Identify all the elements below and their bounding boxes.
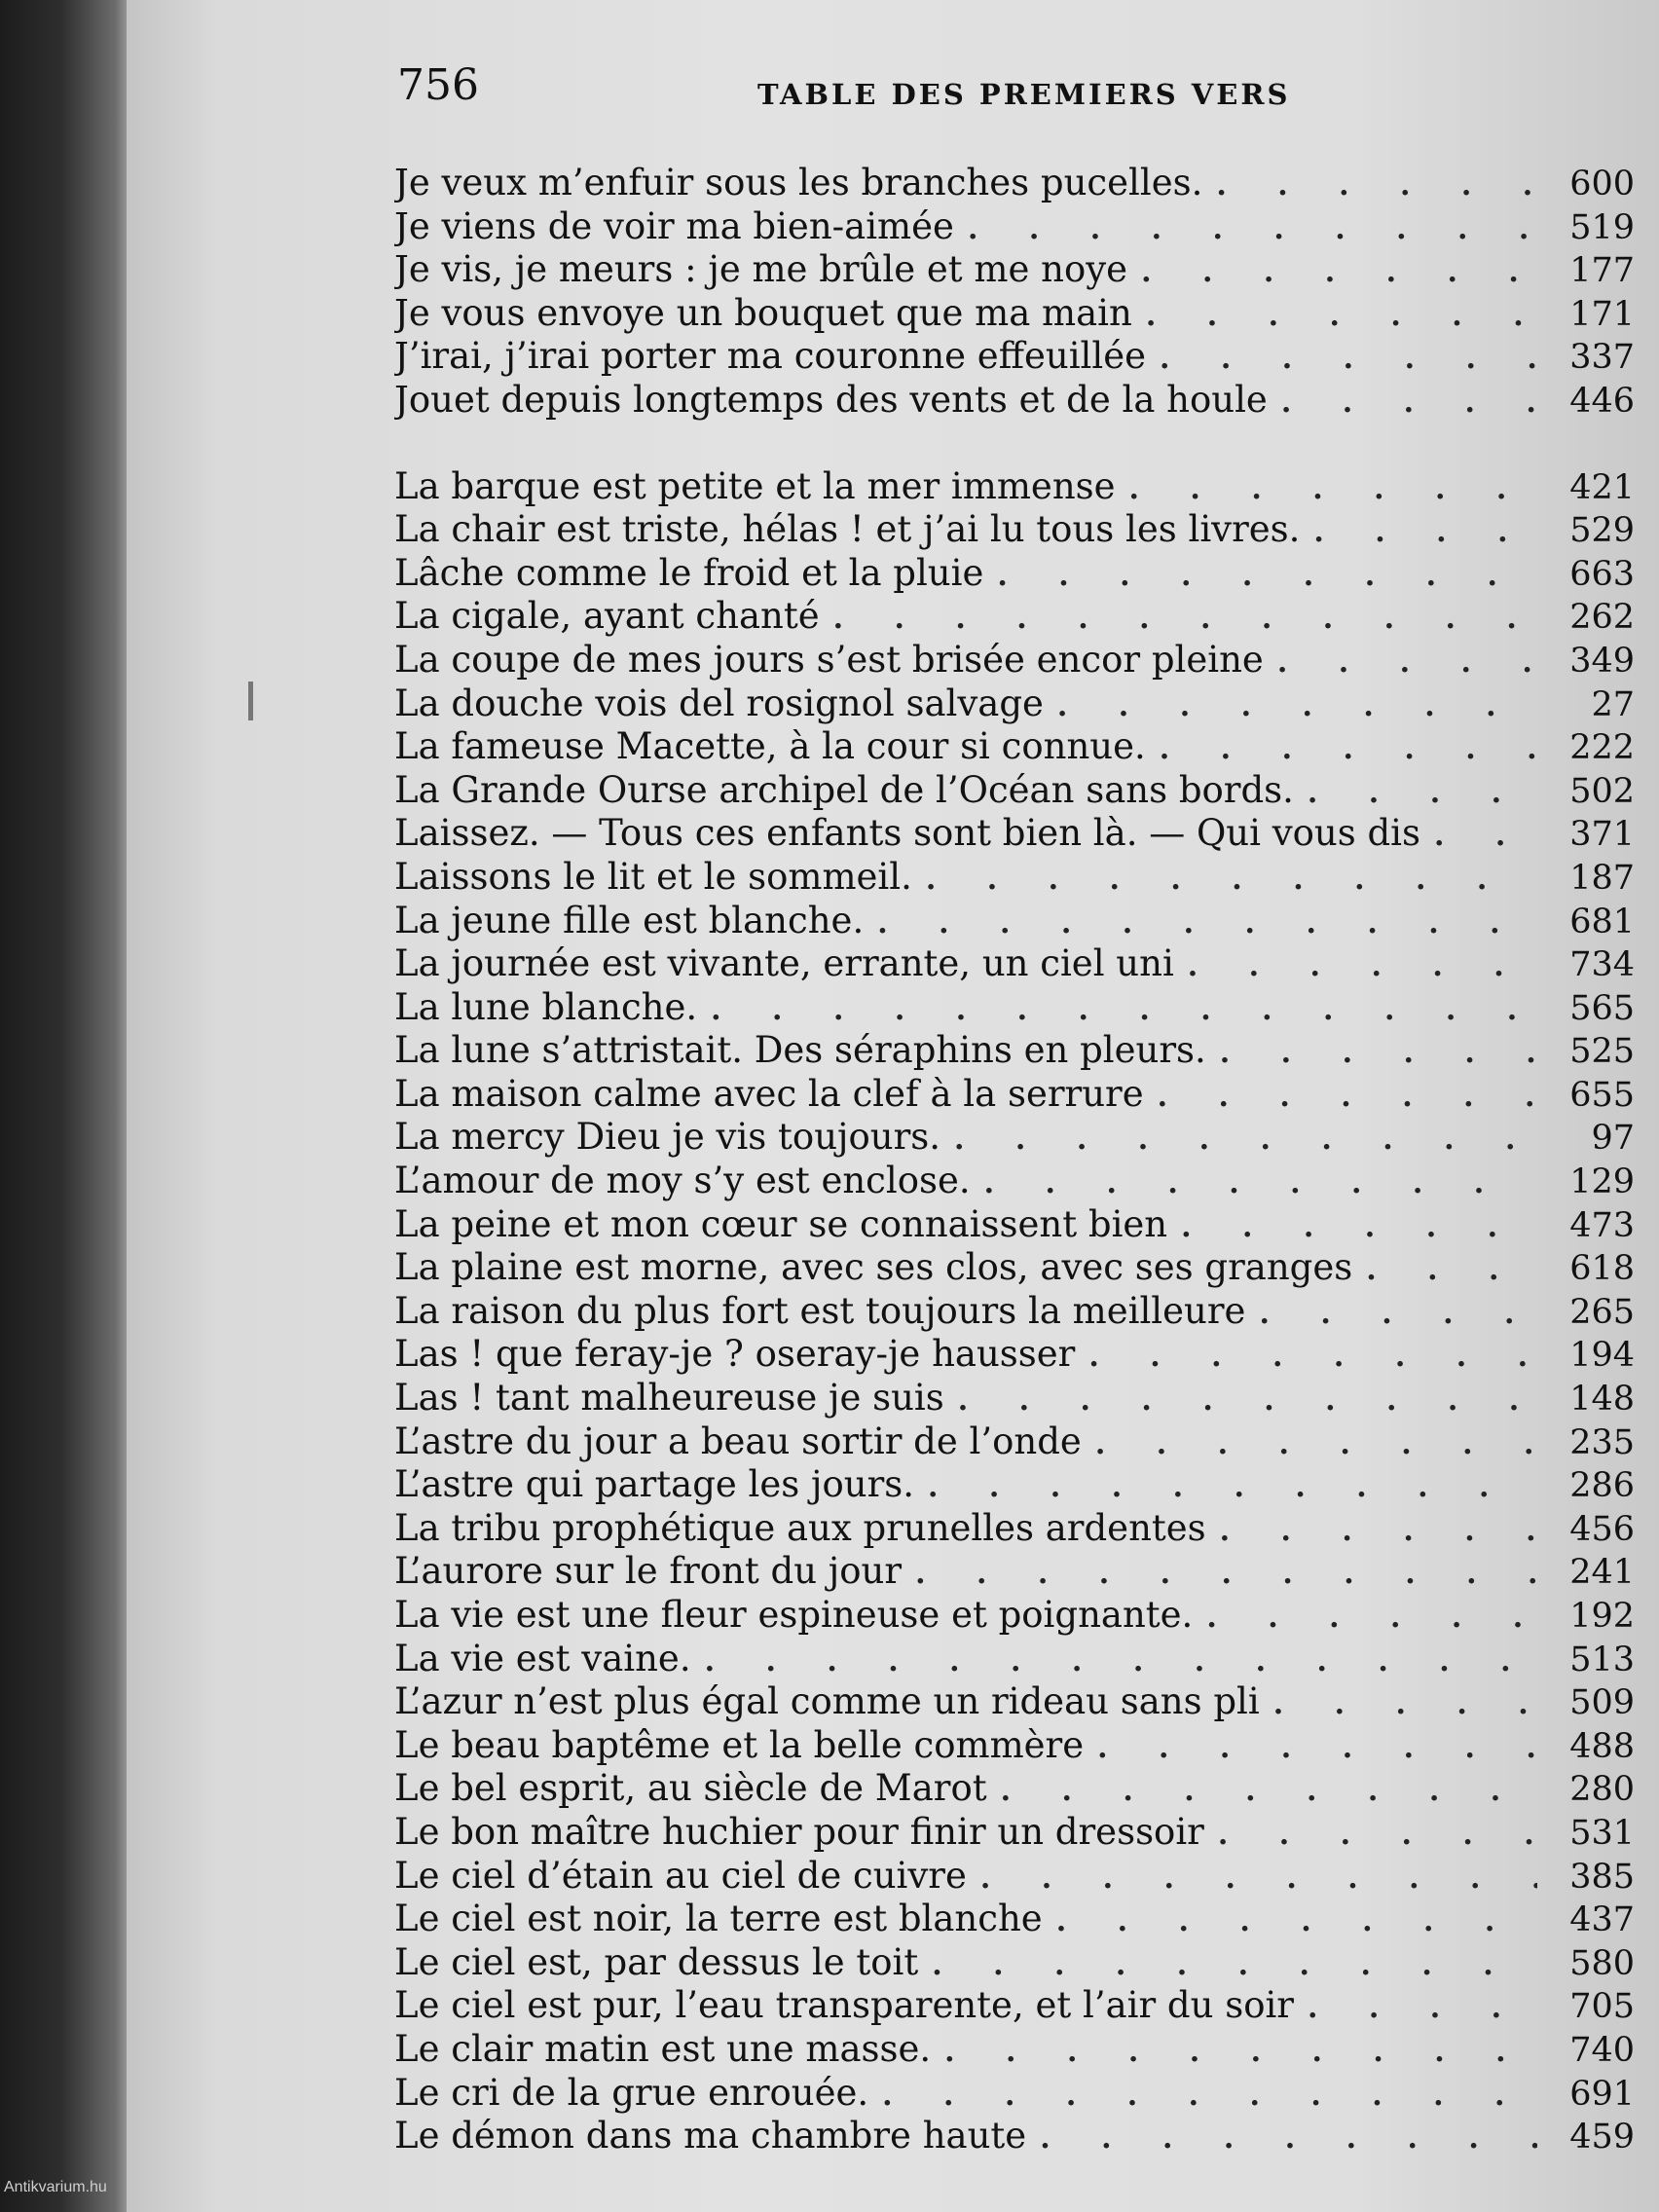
dot-leader — [1366, 1253, 1537, 1287]
index-entry — [394, 1377, 1641, 1420]
entry-first-line: Le démon dans ma chambre haute — [394, 2115, 1027, 2157]
dot-leader — [944, 2035, 1537, 2069]
block-separator — [394, 423, 1641, 465]
index-entry — [394, 2028, 1641, 2072]
index-entry — [394, 639, 1641, 682]
entry-page-number: 740 — [1569, 2030, 1635, 2070]
entry-first-line: La journée est vivante, errante, un ciel uni — [394, 942, 1174, 985]
entry-page-number: 565 — [1569, 988, 1635, 1028]
index-entry — [394, 2115, 1641, 2158]
dot-leader — [1434, 819, 1537, 853]
index-entry — [394, 1333, 1641, 1377]
entry-page-number: 385 — [1569, 1857, 1635, 1897]
entry-page-number: 262 — [1569, 598, 1635, 638]
dot-leader — [1188, 949, 1537, 983]
dot-leader — [877, 906, 1537, 940]
entry-first-line: La tribu prophétique aux prunelles ardentes — [394, 1506, 1206, 1549]
entry-first-line: Je vous envoye un bouquet que ma main — [394, 291, 1132, 334]
entry-first-line: Laissons le lit et le sommeil. — [394, 855, 912, 898]
entry-page-number: 502 — [1569, 771, 1635, 811]
dot-leader — [984, 1166, 1537, 1200]
entry-page-number: 286 — [1569, 1466, 1635, 1506]
dot-leader — [928, 1470, 1537, 1504]
index-entry — [394, 552, 1641, 596]
entry-first-line: La douche vois del rosignol salvage — [394, 682, 1044, 724]
index-entry — [394, 942, 1641, 986]
index-entry — [394, 1594, 1641, 1638]
index-entry — [394, 292, 1641, 336]
entry-first-line: Le bel esprit, au siècle de Marot — [394, 1767, 987, 1810]
dot-leader — [1181, 1210, 1537, 1244]
entry-page-number: 192 — [1569, 1597, 1635, 1636]
index-entry — [394, 1638, 1641, 1681]
page-header — [397, 60, 1371, 129]
page-number: 756 — [397, 60, 479, 110]
entry-page-number: 531 — [1569, 1813, 1635, 1853]
dot-leader — [1273, 1687, 1537, 1721]
entry-first-line: J’irai, j’irai porter ma couronne effeuillée — [394, 335, 1147, 378]
entry-page-number: 519 — [1569, 207, 1635, 247]
entry-first-line: La cigale, ayant chanté — [394, 595, 820, 638]
entry-first-line: Le cri de la grue enrouée. — [394, 2071, 869, 2114]
entry-page-number: 705 — [1569, 1987, 1635, 2027]
dot-leader — [1129, 472, 1537, 506]
dot-leader — [1206, 1601, 1537, 1635]
book-spine-shadow — [0, 0, 136, 2212]
dot-leader — [1057, 689, 1537, 723]
dot-leader — [954, 1123, 1537, 1157]
index-entry — [394, 595, 1641, 639]
index-entry — [394, 205, 1641, 249]
entry-first-line: La jeune fille est blanche. — [394, 899, 865, 941]
entry-first-line: Le ciel d’étain au ciel de cuivre — [394, 1854, 967, 1897]
entry-first-line: L’azur n’est plus égal comme un rideau sans pli — [394, 1680, 1260, 1723]
entry-first-line: L’astre qui partage les jours. — [394, 1463, 915, 1506]
entry-page-number: 618 — [1569, 1249, 1635, 1289]
entry-page-number: 222 — [1569, 728, 1635, 768]
dot-leader — [1056, 1904, 1537, 1938]
index-entry — [394, 1073, 1641, 1117]
index-entry — [394, 248, 1641, 292]
entry-page-number: 600 — [1569, 165, 1635, 203]
entry-first-line: Je viens de voir ma bien-aimée — [394, 204, 954, 247]
dot-leader — [1088, 1340, 1537, 1374]
entry-page-number: 349 — [1569, 641, 1635, 681]
dot-leader — [1097, 1731, 1537, 1765]
gutter-mark — [248, 682, 253, 720]
entry-page-number: 459 — [1569, 2118, 1635, 2157]
entry-first-line: La maison calme avec la clef à la serrure — [394, 1072, 1144, 1115]
entry-page-number: 681 — [1569, 902, 1635, 941]
dot-leader — [833, 602, 1537, 636]
entry-page-number: 371 — [1569, 815, 1635, 855]
entry-page-number: 280 — [1569, 1770, 1635, 1810]
index-entry — [394, 1724, 1641, 1768]
entry-first-line: Le beau baptême et la belle commère — [394, 1723, 1085, 1766]
index-entry — [394, 1507, 1641, 1551]
entry-first-line: Je vis, je meurs : je me brûle et me noye — [394, 248, 1128, 291]
index-entry — [394, 1463, 1641, 1507]
entry-first-line: La fameuse Macette, à la cour si connue. — [394, 725, 1146, 768]
index-entry — [394, 856, 1641, 900]
index-entry — [394, 1290, 1641, 1334]
index-block-l — [394, 465, 1641, 2158]
entry-page-number: 437 — [1569, 1900, 1635, 1940]
index-entry — [394, 900, 1641, 943]
index-entry — [394, 986, 1641, 1030]
entry-first-line: L’astre du jour a beau sortir de l’onde — [394, 1419, 1082, 1462]
index-entry — [394, 379, 1641, 423]
entry-first-line: L’amour de moy s’y est enclose. — [394, 1160, 971, 1202]
entry-first-line: La lune blanche. — [394, 985, 698, 1028]
entry-first-line: Las ! tant malheureuse je suis — [394, 1377, 944, 1419]
index-entry — [394, 725, 1641, 769]
index-entry — [394, 812, 1641, 856]
index-entry — [394, 1680, 1641, 1724]
entry-first-line: Le bon maître huchier pour finir un dressoir — [394, 1810, 1204, 1853]
entry-page-number: 187 — [1569, 858, 1635, 898]
entry-first-line: La coupe de mes jours s’est brisée encor pleine — [394, 638, 1264, 681]
index-entry — [394, 335, 1641, 379]
entry-page-number: 421 — [1569, 467, 1635, 507]
entry-first-line: Le clair matin est une masse. — [394, 2027, 932, 2070]
entry-page-number: 171 — [1569, 294, 1635, 334]
index-entry — [394, 682, 1641, 726]
index-entry — [394, 1984, 1641, 2028]
entry-page-number: 194 — [1569, 1336, 1635, 1376]
entry-page-number: 529 — [1569, 511, 1635, 551]
dot-leader — [1146, 299, 1537, 333]
entry-first-line: La Grande Ourse archipel de l’Océan sans bords. — [394, 768, 1294, 811]
index-entry — [394, 1420, 1641, 1464]
entry-first-line: La mercy Dieu je vis toujours. — [394, 1116, 941, 1159]
dot-leader — [1277, 645, 1537, 680]
entry-page-number: 473 — [1569, 1205, 1635, 1245]
entry-page-number: 148 — [1569, 1380, 1635, 1419]
dot-leader — [968, 212, 1537, 246]
index-entry — [394, 1811, 1641, 1855]
dot-leader — [958, 1383, 1537, 1418]
dot-leader — [1040, 2121, 1537, 2156]
entry-page-number: 456 — [1569, 1509, 1635, 1549]
entry-first-line: La vie est une fleur espineuse et poignante. — [394, 1594, 1194, 1636]
entry-page-number: 241 — [1569, 1553, 1635, 1593]
entry-first-line: Laissez. — Tous ces enfants sont bien là. — Qui vous dis — [394, 812, 1420, 855]
dot-leader — [932, 1948, 1537, 1982]
index-entry — [394, 162, 1641, 205]
dot-leader — [882, 2079, 1537, 2113]
dot-leader — [1259, 1297, 1537, 1331]
entry-page-number: 337 — [1569, 338, 1635, 378]
entry-page-number: 97 — [1591, 1119, 1635, 1159]
entry-first-line: L’aurore sur le front du jour — [394, 1550, 903, 1593]
entry-page-number: 446 — [1569, 381, 1635, 421]
dot-leader — [1160, 342, 1537, 376]
entry-first-line: La lune s’attristait. Des séraphins en pleurs. — [394, 1029, 1206, 1072]
running-title: TABLE DES PREMIERS VERS — [757, 78, 1291, 111]
entry-page-number: 580 — [1569, 1943, 1635, 1983]
dot-leader — [980, 1862, 1537, 1896]
entry-first-line: La plaine est morne, avec ses clos, avec ses granges — [394, 1246, 1353, 1289]
dot-leader — [1216, 168, 1537, 203]
entry-first-line: Je veux m’enfuir sous les branches pucelles. — [394, 162, 1203, 203]
index-entry — [394, 1898, 1641, 1941]
dot-leader — [705, 1644, 1537, 1678]
entry-first-line: Le ciel est noir, la terre est blanche — [394, 1898, 1043, 1940]
dot-leader — [997, 559, 1537, 593]
entry-page-number: 691 — [1569, 2074, 1635, 2114]
index-entry — [394, 1160, 1641, 1203]
entry-first-line: La vie est vaine. — [394, 1637, 691, 1679]
entry-page-number: 513 — [1569, 1640, 1635, 1679]
index-entry — [394, 1550, 1641, 1594]
entry-page-number: 655 — [1569, 1075, 1635, 1115]
entry-page-number: 177 — [1569, 251, 1635, 291]
index-entry — [394, 769, 1641, 813]
watermark: Antikvarium.hu — [4, 2179, 107, 2195]
index-entry — [394, 508, 1641, 552]
entry-page-number: 265 — [1569, 1292, 1635, 1332]
index-entry — [394, 2072, 1641, 2116]
entry-page-number: 525 — [1569, 1032, 1635, 1072]
entry-page-number: 734 — [1569, 945, 1635, 985]
index-entry — [394, 1029, 1641, 1073]
dot-leader — [1220, 1514, 1537, 1548]
entry-first-line: Le ciel est, par dessus le toit — [394, 1940, 919, 1983]
entry-first-line: La raison du plus fort est toujours la meilleure — [394, 1289, 1246, 1332]
first-lines-index — [394, 162, 1641, 2158]
index-entry — [394, 465, 1641, 509]
index-entry — [394, 1855, 1641, 1899]
dot-leader — [1220, 1036, 1537, 1070]
dot-leader — [1308, 776, 1537, 810]
dot-leader — [1218, 1818, 1537, 1852]
dot-leader — [1313, 515, 1537, 549]
dot-leader — [1281, 386, 1537, 420]
entry-first-line: Las ! que feray-je ? oseray-je hausser — [394, 1333, 1076, 1376]
dot-leader — [1001, 1774, 1537, 1808]
entry-page-number: 509 — [1569, 1683, 1635, 1723]
entry-page-number: 27 — [1591, 684, 1635, 724]
index-block-j — [394, 162, 1641, 423]
dot-leader — [1095, 1427, 1537, 1461]
index-entry — [394, 1116, 1641, 1160]
index-entry — [394, 1941, 1641, 1985]
dot-leader — [1308, 1991, 1537, 2025]
entry-page-number: 235 — [1569, 1422, 1635, 1462]
entry-page-number: 488 — [1569, 1726, 1635, 1766]
entry-first-line: La peine et mon cœur se connaissent bien — [394, 1202, 1168, 1245]
dot-leader — [926, 863, 1537, 897]
dot-leader — [1141, 255, 1537, 289]
dot-leader — [1160, 732, 1537, 766]
entry-page-number: 129 — [1569, 1162, 1635, 1202]
entry-first-line: Le ciel est pur, l’eau transparente, et l’air du soir — [394, 1984, 1294, 2027]
dot-leader — [711, 993, 1537, 1027]
entry-first-line: La chair est triste, hélas ! et j’ai lu tous les livres. — [394, 508, 1301, 551]
entry-first-line: Jouet depuis longtemps des vents et de la houle — [394, 378, 1268, 421]
dot-leader — [1158, 1080, 1537, 1114]
entry-first-line: Lâche comme le froid et la pluie — [394, 551, 984, 594]
entry-page-number: 663 — [1569, 554, 1635, 594]
index-entry — [394, 1767, 1641, 1811]
dot-leader — [915, 1557, 1537, 1591]
entry-first-line: La barque est petite et la mer immense — [394, 464, 1116, 507]
index-entry — [394, 1246, 1641, 1290]
index-entry — [394, 1203, 1641, 1247]
